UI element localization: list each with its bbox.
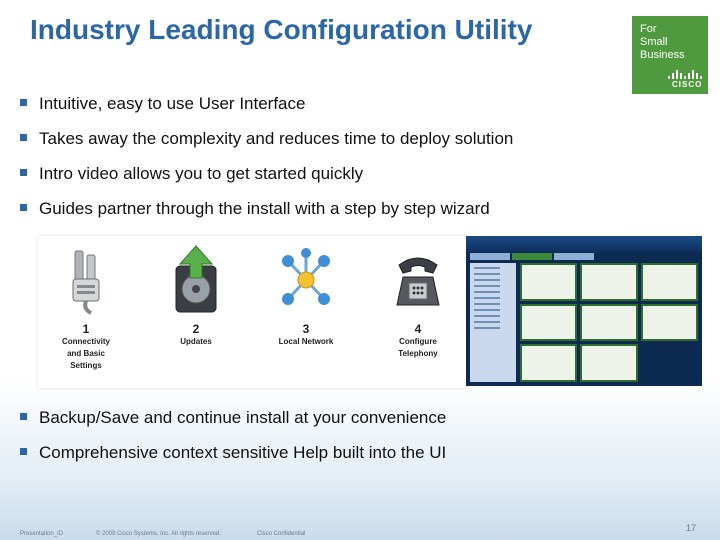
app-sidebar <box>470 263 516 382</box>
logo-text-line: For <box>640 23 657 35</box>
app-panel <box>520 263 577 301</box>
bullet-text: Intuitive, easy to use User Interface <box>39 94 306 113</box>
bullet-square-icon <box>20 413 27 420</box>
cisco-bars-icon <box>668 70 702 79</box>
step-number: 1 <box>82 322 90 336</box>
network-cable-icon <box>38 242 134 318</box>
step-label: Updates <box>180 337 212 346</box>
footer-copyright: © 2009 Cisco Systems, Inc. All rights reserved. <box>96 531 221 537</box>
app-panel <box>520 304 577 342</box>
configuration-utility-screenshot <box>466 236 702 386</box>
bullet-square-icon <box>20 169 27 176</box>
logo-brand: CISCO <box>672 80 703 89</box>
wizard-step <box>370 242 466 360</box>
app-panel <box>580 304 637 342</box>
app-tab <box>554 253 594 260</box>
hard-drive-update-icon <box>148 242 244 318</box>
footer-presentation-id: Presentation_ID <box>20 531 64 537</box>
app-tab <box>512 253 552 260</box>
wizard-step <box>258 242 354 348</box>
bullet-item <box>20 129 513 149</box>
step-label: and Basic <box>67 349 105 358</box>
footer-confidential: Cisco Confidential <box>257 531 306 537</box>
slide-title: Industry Leading Configuration Utility <box>30 14 533 45</box>
app-panel-grid <box>520 263 698 382</box>
bullet-item <box>20 164 363 184</box>
app-tab <box>470 253 510 260</box>
cisco-small-business-logo <box>632 16 708 94</box>
telephone-icon <box>370 242 466 318</box>
bullet-text: Comprehensive context sensitive Help built into the UI <box>39 443 447 462</box>
step-number: 4 <box>414 322 422 336</box>
app-header-bar <box>466 236 702 252</box>
bullet-square-icon <box>20 99 27 106</box>
bullet-square-icon <box>20 134 27 141</box>
wizard-step <box>38 242 134 372</box>
app-panel <box>580 344 637 382</box>
wizard-steps-panel <box>38 236 466 388</box>
bullet-item <box>20 199 490 219</box>
app-tab-bar <box>466 252 702 261</box>
wizard-step <box>148 242 244 348</box>
bullet-text: Guides partner through the install with a step by step wizard <box>39 199 490 218</box>
step-label: Settings <box>70 361 102 370</box>
bullet-square-icon <box>20 448 27 455</box>
app-panel <box>641 263 698 301</box>
step-number: 3 <box>302 322 310 336</box>
app-panel <box>641 304 698 342</box>
bullet-text: Backup/Save and continue install at your convenience <box>39 408 447 427</box>
bullet-square-icon <box>20 204 27 211</box>
bullet-item <box>20 408 446 428</box>
app-panel-empty <box>641 344 698 382</box>
step-number: 2 <box>192 322 200 336</box>
local-network-icon <box>258 242 354 318</box>
bullet-text: Intro video allows you to get started quickly <box>39 164 364 183</box>
app-panel <box>580 263 637 301</box>
app-panel <box>520 344 577 382</box>
step-label: Telephony <box>398 349 438 358</box>
bullet-item <box>20 443 446 463</box>
bullet-item <box>20 94 305 114</box>
step-label: Connectivity <box>61 337 110 346</box>
step-label: Configure <box>399 337 437 346</box>
logo-text-line: Small <box>640 36 668 48</box>
step-label: Local Network <box>278 337 334 346</box>
bullet-text: Takes away the complexity and reduces time to deploy solution <box>39 129 514 148</box>
page-number: 17 <box>686 523 697 533</box>
logo-text-line: Business <box>640 49 685 61</box>
